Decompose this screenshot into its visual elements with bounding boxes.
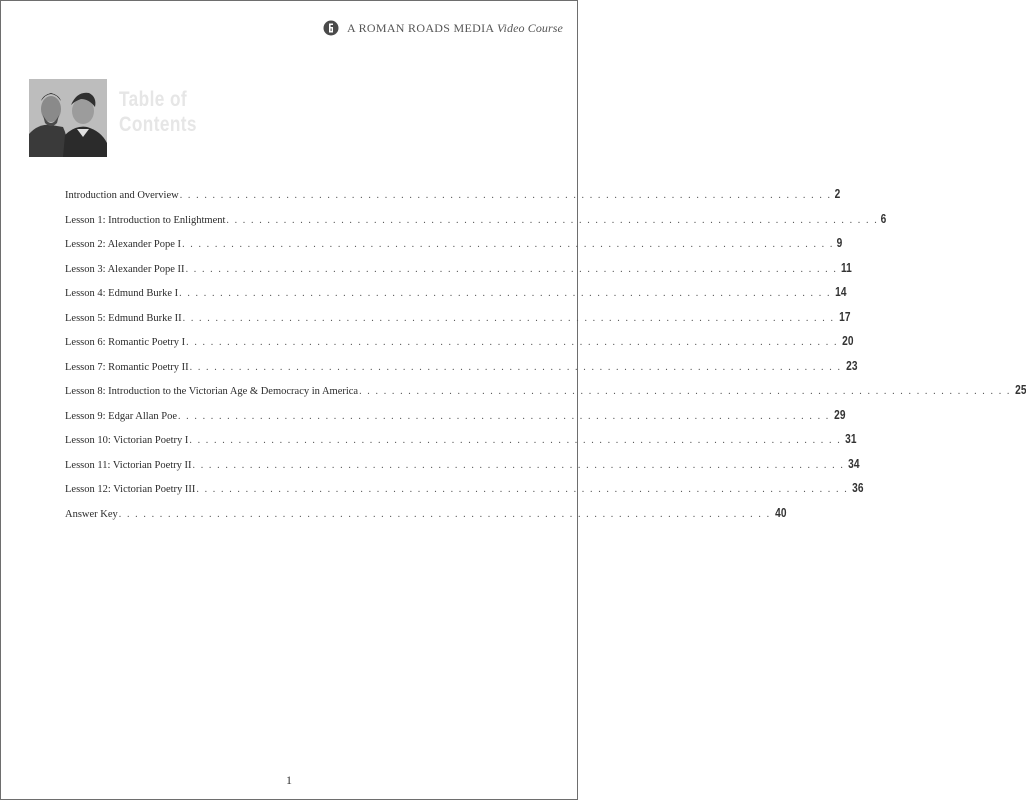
toc-leader-dots: . . . . . . . . . . . . . . . . . . . . . . . . . . . . . . . . . . . . . . . . . . . . . . . . . . . . . . . . . . . . . . . . . . . . . . . . . . . . . . . .	[182, 239, 834, 250]
roman-roads-logo-icon	[323, 20, 339, 36]
toc-entry-page: 14	[835, 284, 847, 299]
toc-entry[interactable]	[65, 504, 787, 530]
toc-entry-label: Lesson 8: Introduction to the Victorian Age & Democracy in America	[65, 386, 359, 397]
portraits-image	[29, 79, 107, 157]
toc-entry-page: 6	[880, 210, 887, 226]
toc-entry-page: 17	[838, 308, 851, 324]
toc-entry-page: 20	[842, 333, 854, 348]
toc-leader-dots: . . . . . . . . . . . . . . . . . . . . . . . . . . . . . . . . . . . . . . . . . . . . . . . . . . . . . . . . . . . . . . . . . . . . . . . . . . . . . . . .	[182, 312, 835, 324]
toc-leader-dots: . . . . . . . . . . . . . . . . . . . . . . . . . . . . . . . . . . . . . . . . . . . . . . . . . . . . . . . . . . . . . . . . . . . . . . . . . . . . . . . .	[177, 410, 830, 422]
toc-entry-label: Lesson 12: Victorian Poetry III	[65, 484, 196, 495]
toc-entry-label: Lesson 10: Victorian Poetry I	[65, 435, 189, 446]
toc-entry-page: 29	[834, 406, 846, 422]
toc-entry[interactable]	[65, 357, 858, 383]
brand-name: A ROMAN ROADS MEDIA	[346, 20, 494, 35]
toc-heading-line2: Contents	[119, 113, 197, 136]
toc-entry-label: Introduction and Overview	[65, 190, 179, 201]
brand-suffix: Video Course	[497, 20, 563, 35]
toc-entry-page: 11	[841, 259, 853, 275]
toc-leader-dots: . . . . . . . . . . . . . . . . . . . . . . . . . . . . . . . . . . . . . . . . . . . . . . . . . . . . . . . . . . . . . . . . . . . . . . . . . . . . . . . .	[189, 435, 842, 446]
toc-entry[interactable]	[65, 431, 857, 456]
toc-leader-dots: . . . . . . . . . . . . . . . . . . . . . . . . . . . . . . . . . . . . . . . . . . . . . . . . . . . . . . . . . . . . . . . . . . . . . . . . . . . . . . . .	[192, 459, 845, 471]
toc-entry-label: Answer Key	[65, 508, 118, 520]
toc-entry-label: Lesson 4: Edmund Burke I	[65, 288, 179, 299]
toc-list	[65, 186, 1026, 529]
toc-leader-dots: . . . . . . . . . . . . . . . . . . . . . . . . . . . . . . . . . . . . . . . . . . . . . . . . . . . . . . . . . . . . . . . . . . . . . . . . . . . . . . . .	[186, 337, 839, 348]
toc-entry-page: 23	[845, 357, 858, 373]
brand-text	[347, 21, 563, 36]
toc-leader-dots: . . . . . . . . . . . . . . . . . . . . . . . . . . . . . . . . . . . . . . . . . . . . . . . . . . . . . . . . . . . . . . . . . . . . . . . . . . . . . . . .	[359, 386, 1012, 397]
toc-leader-dots: . . . . . . . . . . . . . . . . . . . . . . . . . . . . . . . . . . . . . . . . . . . . . . . . . . . . . . . . . . . . . . . . . . . . . . . . . . . . . . . .	[226, 214, 879, 226]
toc-entry[interactable]	[65, 186, 840, 211]
toc-entry[interactable]	[65, 406, 846, 432]
toc-entry[interactable]	[65, 480, 864, 505]
toc-entry[interactable]	[65, 284, 847, 309]
toc-entry[interactable]	[65, 382, 1026, 407]
toc-entry-page: 2	[834, 186, 840, 201]
toc-entry-page: 9	[836, 235, 843, 250]
toc-entry-label: Lesson 3: Alexander Pope II	[65, 263, 185, 275]
toc-entry[interactable]	[65, 455, 860, 481]
toc-entry-label: Lesson 9: Edgar Allan Poe	[65, 410, 177, 422]
toc-entry[interactable]	[65, 308, 851, 334]
toc-leader-dots: . . . . . . . . . . . . . . . . . . . . . . . . . . . . . . . . . . . . . . . . . . . . . . . . . . . . . . . . . . . . . . . . . . . . . . . . . . . . . . . .	[179, 190, 832, 201]
toc-entry-label: Lesson 5: Edmund Burke II	[65, 312, 182, 324]
toc-entry[interactable]	[65, 235, 843, 260]
toc-entry-page: 31	[845, 431, 857, 446]
page-number: 1	[286, 773, 292, 787]
toc-entry[interactable]	[65, 333, 854, 358]
toc-entry[interactable]	[65, 210, 887, 236]
toc-leader-dots: . . . . . . . . . . . . . . . . . . . . . . . . . . . . . . . . . . . . . . . . . . . . . . . . . . . . . . . . . . . . . . . . . . . . . . . . . . . . . . . .	[196, 484, 849, 495]
page-header	[323, 17, 563, 39]
toc-entry-page: 25	[1015, 382, 1026, 397]
toc-entry-page: 36	[852, 480, 864, 495]
toc-leader-dots: . . . . . . . . . . . . . . . . . . . . . . . . . . . . . . . . . . . . . . . . . . . . . . . . . . . . . . . . . . . . . . . . . . . . . . . . . . . . . . . .	[185, 263, 838, 275]
toc-entry-page: 34	[848, 455, 860, 471]
toc-entry-label: Lesson 11: Victorian Poetry II	[65, 459, 192, 471]
toc-entry-label: Lesson 2: Alexander Pope I	[65, 239, 182, 250]
toc-heading	[119, 87, 197, 137]
toc-entry-page: 40	[774, 504, 787, 520]
toc-entry-label: Lesson 6: Romantic Poetry I	[65, 337, 186, 348]
toc-entry-label: Lesson 7: Romantic Poetry II	[65, 361, 189, 373]
toc-leader-dots: . . . . . . . . . . . . . . . . . . . . . . . . . . . . . . . . . . . . . . . . . . . . . . . . . . . . . . . . . . . . . . . . . . . . . . . . . . . . . . . .	[189, 361, 842, 373]
toc-entry-label: Lesson 1: Introduction to Enlightment	[65, 214, 226, 226]
toc-leader-dots: . . . . . . . . . . . . . . . . . . . . . . . . . . . . . . . . . . . . . . . . . . . . . . . . . . . . . . . . . . . . . . . . . . . . . . . . . . . . . . . .	[118, 508, 771, 520]
toc-entry[interactable]	[65, 259, 853, 285]
toc-heading-line1: Table of	[119, 88, 188, 111]
toc-leader-dots: . . . . . . . . . . . . . . . . . . . . . . . . . . . . . . . . . . . . . . . . . . . . . . . . . . . . . . . . . . . . . . . . . . . . . . . . . . . . . . . .	[179, 288, 832, 299]
